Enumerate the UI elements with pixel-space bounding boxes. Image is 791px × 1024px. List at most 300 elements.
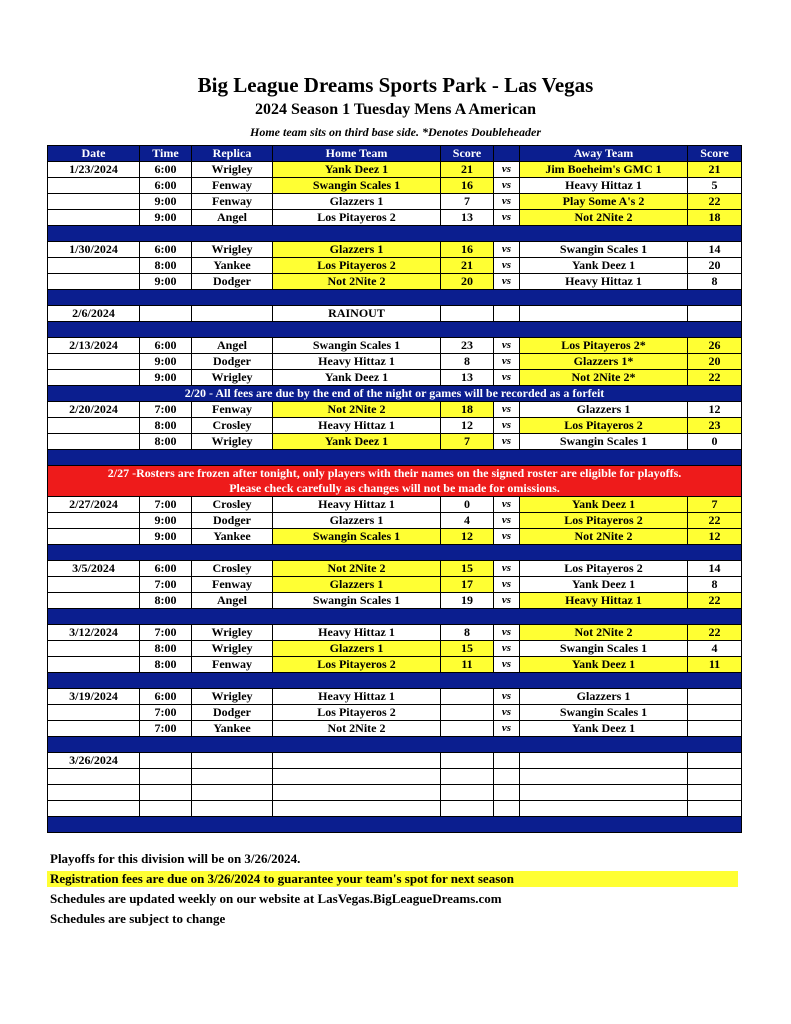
home-team-cell: Not 2Nite 2 xyxy=(273,721,441,737)
home-team-cell: Heavy Hittaz 1 xyxy=(273,497,441,513)
date-cell: 1/23/2024 xyxy=(48,162,140,178)
time-cell: 6:00 xyxy=(140,338,192,354)
vs-cell: vs xyxy=(494,402,520,418)
game-row xyxy=(48,641,742,657)
date-cell xyxy=(48,801,140,817)
replica-cell: Yankee xyxy=(192,721,273,737)
replica-cell: Dodger xyxy=(192,274,273,290)
away-score-cell: 14 xyxy=(688,242,742,258)
away-team-cell: Swangin Scales 1 xyxy=(520,242,688,258)
game-row xyxy=(48,354,742,370)
week-separator xyxy=(48,226,742,242)
separator-cell xyxy=(48,609,742,625)
game-row xyxy=(48,274,742,290)
away-score-cell: 22 xyxy=(688,513,742,529)
away-score-cell: 26 xyxy=(688,338,742,354)
fee-notice-row xyxy=(48,386,742,402)
vs-cell: vs xyxy=(494,657,520,673)
date-cell xyxy=(48,434,140,450)
away-score-cell: 5 xyxy=(688,178,742,194)
date-cell xyxy=(48,641,140,657)
home-score-cell: 7 xyxy=(441,434,494,450)
time-cell: 7:00 xyxy=(140,721,192,737)
replica-cell: Fenway xyxy=(192,194,273,210)
game-row xyxy=(48,577,742,593)
time-cell: 6:00 xyxy=(140,689,192,705)
away-team-cell xyxy=(520,785,688,801)
time-cell: 7:00 xyxy=(140,625,192,641)
week-separator xyxy=(48,673,742,689)
separator-cell xyxy=(48,290,742,306)
away-team-cell: Los Pitayeros 2 xyxy=(520,561,688,577)
game-row xyxy=(48,370,742,386)
replica-cell: Wrigley xyxy=(192,641,273,657)
time-cell xyxy=(140,306,192,322)
replica-cell: Crosley xyxy=(192,497,273,513)
vs-cell: vs xyxy=(494,338,520,354)
vs-cell: vs xyxy=(494,593,520,609)
replica-cell xyxy=(192,753,273,769)
date-cell xyxy=(48,370,140,386)
time-cell: 9:00 xyxy=(140,194,192,210)
home-score-cell: 8 xyxy=(441,625,494,641)
game-row xyxy=(48,402,742,418)
week-separator xyxy=(48,290,742,306)
home-team-cell: Yank Deez 1 xyxy=(273,162,441,178)
game-row xyxy=(48,242,742,258)
date-cell: 3/19/2024 xyxy=(48,689,140,705)
date-cell: 3/12/2024 xyxy=(48,625,140,641)
away-score-cell: 4 xyxy=(688,641,742,657)
vs-cell: vs xyxy=(494,561,520,577)
vs-cell: vs xyxy=(494,689,520,705)
date-cell xyxy=(48,769,140,785)
week-separator xyxy=(48,817,742,833)
game-row xyxy=(48,593,742,609)
away-score-cell: 20 xyxy=(688,354,742,370)
away-score-cell: 23 xyxy=(688,418,742,434)
game-row xyxy=(48,657,742,673)
vs-cell: vs xyxy=(494,418,520,434)
away-score-cell xyxy=(688,753,742,769)
home-score-cell: 15 xyxy=(441,561,494,577)
time-cell: 6:00 xyxy=(140,242,192,258)
time-cell: 8:00 xyxy=(140,593,192,609)
time-cell: 9:00 xyxy=(140,354,192,370)
col-vs xyxy=(494,146,520,162)
home-team-cell: Not 2Nite 2 xyxy=(273,561,441,577)
away-score-cell xyxy=(688,785,742,801)
away-score-cell xyxy=(688,769,742,785)
time-cell: 9:00 xyxy=(140,210,192,226)
page-title: Big League Dreams Sports Park - Las Vegas xyxy=(197,73,594,97)
registration-note: Registration fees are due on 3/26/2024 to guarantee your team's spot for next season xyxy=(47,871,738,887)
time-cell xyxy=(140,753,192,769)
home-team-cell: Yank Deez 1 xyxy=(273,434,441,450)
time-cell: 6:00 xyxy=(140,162,192,178)
game-row xyxy=(48,785,742,801)
replica-cell: Dodger xyxy=(192,354,273,370)
away-score-cell: 22 xyxy=(688,625,742,641)
home-team-cell: Swangin Scales 1 xyxy=(273,338,441,354)
vs-cell: vs xyxy=(494,641,520,657)
col-home-team: Home Team xyxy=(273,146,441,162)
home-team-cell: Glazzers 1 xyxy=(273,641,441,657)
home-team-cell: Heavy Hittaz 1 xyxy=(273,689,441,705)
time-cell: 9:00 xyxy=(140,370,192,386)
away-score-cell: 22 xyxy=(688,370,742,386)
roster-alert-line2: Please check carefully as changes will not be made for omissions. xyxy=(229,481,560,495)
away-team-cell: Not 2Nite 2 xyxy=(520,210,688,226)
home-team-cell: Swangin Scales 1 xyxy=(273,178,441,194)
date-cell: 2/27/2024 xyxy=(48,497,140,513)
separator-cell xyxy=(48,450,742,466)
vs-cell: vs xyxy=(494,162,520,178)
replica-cell: Wrigley xyxy=(192,434,273,450)
replica-cell: Wrigley xyxy=(192,625,273,641)
subject-note: Schedules are subject to change xyxy=(50,911,226,926)
roster-alert xyxy=(48,466,742,497)
header-row xyxy=(48,146,742,162)
game-row xyxy=(48,513,742,529)
home-score-cell: 20 xyxy=(441,274,494,290)
game-row xyxy=(48,721,742,737)
week-separator xyxy=(48,450,742,466)
separator-cell xyxy=(48,322,742,338)
vs-cell xyxy=(494,769,520,785)
separator-cell xyxy=(48,226,742,242)
game-row xyxy=(48,625,742,641)
game-row xyxy=(48,801,742,817)
away-team-cell: Heavy Hittaz 1 xyxy=(520,274,688,290)
replica-cell: Fenway xyxy=(192,657,273,673)
time-cell: 7:00 xyxy=(140,497,192,513)
away-team-cell: Swangin Scales 1 xyxy=(520,434,688,450)
date-cell xyxy=(48,274,140,290)
vs-cell: vs xyxy=(494,194,520,210)
home-score-cell: 12 xyxy=(441,529,494,545)
home-score-cell: 23 xyxy=(441,338,494,354)
home-score-cell: 0 xyxy=(441,497,494,513)
home-team-cell: Glazzers 1 xyxy=(273,242,441,258)
date-cell xyxy=(48,418,140,434)
date-cell xyxy=(48,529,140,545)
playoffs-note: Playoffs for this division will be on 3/26/2024. xyxy=(50,851,301,866)
date-cell xyxy=(48,258,140,274)
away-team-cell: Swangin Scales 1 xyxy=(520,705,688,721)
replica-cell: Dodger xyxy=(192,705,273,721)
home-team-cell: Swangin Scales 1 xyxy=(273,529,441,545)
vs-cell: vs xyxy=(494,210,520,226)
home-score-cell: 18 xyxy=(441,402,494,418)
roster-alert-row xyxy=(48,466,742,497)
time-cell: 6:00 xyxy=(140,178,192,194)
home-team-cell xyxy=(273,801,441,817)
home-score-cell: 16 xyxy=(441,242,494,258)
away-score-cell: 8 xyxy=(688,274,742,290)
vs-cell: vs xyxy=(494,242,520,258)
home-score-cell: 13 xyxy=(441,370,494,386)
date-cell xyxy=(48,354,140,370)
away-score-cell xyxy=(688,689,742,705)
away-team-cell: Yank Deez 1 xyxy=(520,497,688,513)
home-team-cell xyxy=(273,769,441,785)
away-team-cell: Not 2Nite 2 xyxy=(520,529,688,545)
away-team-cell: Los Pitayeros 2 xyxy=(520,418,688,434)
game-row xyxy=(48,753,742,769)
away-team-cell: Jim Boeheim's GMC 1 xyxy=(520,162,688,178)
away-team-cell: Glazzers 1 xyxy=(520,689,688,705)
home-score-cell: 12 xyxy=(441,418,494,434)
vs-cell: vs xyxy=(494,370,520,386)
home-team-cell: Glazzers 1 xyxy=(273,194,441,210)
date-cell: 1/30/2024 xyxy=(48,242,140,258)
game-row xyxy=(48,497,742,513)
home-score-cell xyxy=(441,785,494,801)
replica-cell xyxy=(192,306,273,322)
away-team-cell xyxy=(520,306,688,322)
game-row xyxy=(48,258,742,274)
away-team-cell: Heavy Hittaz 1 xyxy=(520,593,688,609)
home-score-cell: 19 xyxy=(441,593,494,609)
date-cell xyxy=(48,657,140,673)
replica-cell: Angel xyxy=(192,338,273,354)
away-team-cell: Yank Deez 1 xyxy=(520,258,688,274)
date-cell xyxy=(48,785,140,801)
game-row xyxy=(48,194,742,210)
home-score-cell xyxy=(441,801,494,817)
home-team-cell: RAINOUT xyxy=(273,306,441,322)
away-score-cell: 22 xyxy=(688,194,742,210)
home-team-cell: Glazzers 1 xyxy=(273,577,441,593)
time-cell: 8:00 xyxy=(140,641,192,657)
away-score-cell: 8 xyxy=(688,577,742,593)
week-separator xyxy=(48,322,742,338)
away-team-cell: Los Pitayeros 2 xyxy=(520,513,688,529)
away-score-cell xyxy=(688,705,742,721)
game-row xyxy=(48,210,742,226)
col-away-score: Score xyxy=(688,146,742,162)
home-team-cell: Glazzers 1 xyxy=(273,513,441,529)
time-cell: 9:00 xyxy=(140,513,192,529)
vs-cell: vs xyxy=(494,705,520,721)
home-team-cell: Swangin Scales 1 xyxy=(273,593,441,609)
vs-cell xyxy=(494,306,520,322)
date-cell xyxy=(48,577,140,593)
time-cell: 9:00 xyxy=(140,274,192,290)
home-score-cell xyxy=(441,705,494,721)
vs-cell: vs xyxy=(494,258,520,274)
home-score-cell xyxy=(441,769,494,785)
away-score-cell: 12 xyxy=(688,529,742,545)
away-score-cell: 14 xyxy=(688,561,742,577)
away-score-cell: 20 xyxy=(688,258,742,274)
home-team-cell xyxy=(273,753,441,769)
away-team-cell xyxy=(520,769,688,785)
vs-cell: vs xyxy=(494,274,520,290)
replica-cell: Dodger xyxy=(192,513,273,529)
vs-cell: vs xyxy=(494,513,520,529)
week-separator xyxy=(48,609,742,625)
col-home-score: Score xyxy=(441,146,494,162)
vs-cell: vs xyxy=(494,625,520,641)
away-team-cell xyxy=(520,753,688,769)
home-score-cell: 8 xyxy=(441,354,494,370)
separator-cell xyxy=(48,737,742,753)
replica-cell: Angel xyxy=(192,593,273,609)
away-score-cell xyxy=(688,306,742,322)
time-cell: 7:00 xyxy=(140,577,192,593)
away-team-cell: Yank Deez 1 xyxy=(520,721,688,737)
replica-cell xyxy=(192,785,273,801)
home-score-cell: 15 xyxy=(441,641,494,657)
game-row xyxy=(48,689,742,705)
replica-cell: Wrigley xyxy=(192,242,273,258)
away-score-cell: 18 xyxy=(688,210,742,226)
game-row xyxy=(48,561,742,577)
replica-cell: Fenway xyxy=(192,178,273,194)
separator-cell xyxy=(48,545,742,561)
away-score-cell: 21 xyxy=(688,162,742,178)
away-team-cell: Swangin Scales 1 xyxy=(520,641,688,657)
time-cell: 6:00 xyxy=(140,561,192,577)
vs-cell xyxy=(494,785,520,801)
date-cell xyxy=(48,705,140,721)
vs-cell: vs xyxy=(494,178,520,194)
home-team-cell: Not 2Nite 2 xyxy=(273,274,441,290)
time-cell xyxy=(140,769,192,785)
replica-cell: Wrigley xyxy=(192,370,273,386)
home-team-cell: Heavy Hittaz 1 xyxy=(273,354,441,370)
game-row xyxy=(48,338,742,354)
date-cell xyxy=(48,721,140,737)
date-cell: 2/20/2024 xyxy=(48,402,140,418)
home-team-cell: Los Pitayeros 2 xyxy=(273,210,441,226)
vs-cell xyxy=(494,753,520,769)
vs-cell: vs xyxy=(494,721,520,737)
away-team-cell: Not 2Nite 2 xyxy=(520,625,688,641)
replica-cell: Crosley xyxy=(192,418,273,434)
away-team-cell: Play Some A's 2 xyxy=(520,194,688,210)
home-team-cell: Los Pitayeros 2 xyxy=(273,258,441,274)
game-row xyxy=(48,306,742,322)
date-cell: 2/6/2024 xyxy=(48,306,140,322)
date-cell: 3/26/2024 xyxy=(48,753,140,769)
date-cell xyxy=(48,178,140,194)
time-cell: 7:00 xyxy=(140,705,192,721)
home-team-note: Home team sits on third base side. *Denotes Doubleheader xyxy=(250,125,541,139)
time-cell: 8:00 xyxy=(140,434,192,450)
replica-cell: Angel xyxy=(192,210,273,226)
vs-cell: vs xyxy=(494,434,520,450)
vs-cell: vs xyxy=(494,577,520,593)
vs-cell: vs xyxy=(494,497,520,513)
vs-cell: vs xyxy=(494,529,520,545)
time-cell: 7:00 xyxy=(140,402,192,418)
replica-cell: Yankee xyxy=(192,258,273,274)
home-team-cell: Not 2Nite 2 xyxy=(273,402,441,418)
replica-cell xyxy=(192,769,273,785)
away-score-cell: 11 xyxy=(688,657,742,673)
replica-cell: Wrigley xyxy=(192,689,273,705)
away-team-cell: Glazzers 1* xyxy=(520,354,688,370)
division-subtitle: 2024 Season 1 Tuesday Mens A American xyxy=(255,101,536,118)
home-team-cell: Los Pitayeros 2 xyxy=(273,657,441,673)
date-cell xyxy=(48,513,140,529)
away-team-cell: Not 2Nite 2* xyxy=(520,370,688,386)
home-team-cell: Yank Deez 1 xyxy=(273,370,441,386)
game-row xyxy=(48,434,742,450)
away-score-cell: 7 xyxy=(688,497,742,513)
away-score-cell: 22 xyxy=(688,593,742,609)
home-score-cell: 21 xyxy=(441,258,494,274)
game-row xyxy=(48,178,742,194)
away-team-cell: Heavy Hittaz 1 xyxy=(520,178,688,194)
home-score-cell xyxy=(441,753,494,769)
week-separator xyxy=(48,545,742,561)
time-cell: 8:00 xyxy=(140,258,192,274)
separator-cell xyxy=(48,673,742,689)
time-cell: 8:00 xyxy=(140,418,192,434)
col-time: Time xyxy=(140,146,192,162)
home-team-cell: Los Pitayeros 2 xyxy=(273,705,441,721)
col-away-team: Away Team xyxy=(520,146,688,162)
col-replica: Replica xyxy=(192,146,273,162)
game-row xyxy=(48,705,742,721)
fee-notice: 2/20 - All fees are due by the end of the night or games will be recorded as a forfeit xyxy=(48,386,742,402)
home-score-cell: 17 xyxy=(441,577,494,593)
home-score-cell: 7 xyxy=(441,194,494,210)
time-cell xyxy=(140,801,192,817)
schedule-table xyxy=(47,145,742,833)
home-team-cell: Heavy Hittaz 1 xyxy=(273,418,441,434)
separator-cell xyxy=(48,817,742,833)
away-team-cell xyxy=(520,801,688,817)
game-row xyxy=(48,162,742,178)
time-cell xyxy=(140,785,192,801)
away-score-cell: 0 xyxy=(688,434,742,450)
home-team-cell xyxy=(273,785,441,801)
replica-cell xyxy=(192,801,273,817)
replica-cell: Crosley xyxy=(192,561,273,577)
game-row xyxy=(48,418,742,434)
away-team-cell: Los Pitayeros 2* xyxy=(520,338,688,354)
home-score-cell xyxy=(441,721,494,737)
replica-cell: Wrigley xyxy=(192,162,273,178)
away-team-cell: Yank Deez 1 xyxy=(520,577,688,593)
away-score-cell xyxy=(688,801,742,817)
away-score-cell xyxy=(688,721,742,737)
replica-cell: Fenway xyxy=(192,402,273,418)
week-separator xyxy=(48,737,742,753)
vs-cell: vs xyxy=(494,354,520,370)
home-score-cell: 21 xyxy=(441,162,494,178)
vs-cell xyxy=(494,801,520,817)
home-score-cell xyxy=(441,306,494,322)
home-score-cell: 4 xyxy=(441,513,494,529)
home-score-cell: 16 xyxy=(441,178,494,194)
date-cell: 3/5/2024 xyxy=(48,561,140,577)
date-cell xyxy=(48,593,140,609)
time-cell: 8:00 xyxy=(140,657,192,673)
home-score-cell xyxy=(441,689,494,705)
away-team-cell: Yank Deez 1 xyxy=(520,657,688,673)
game-row xyxy=(48,529,742,545)
time-cell: 9:00 xyxy=(140,529,192,545)
date-cell xyxy=(48,194,140,210)
replica-cell: Fenway xyxy=(192,577,273,593)
game-row xyxy=(48,769,742,785)
